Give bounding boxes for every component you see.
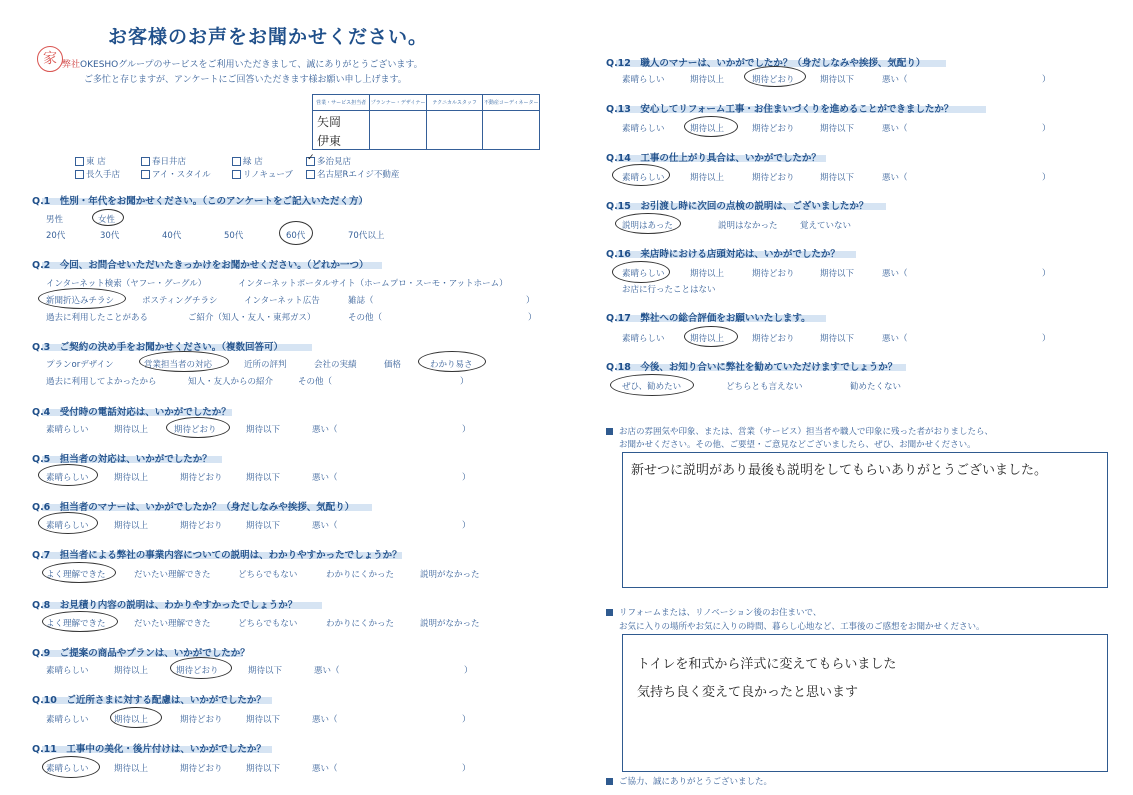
- staff-name-2: 伊東: [317, 134, 342, 148]
- comment1-prompt-1: お店の雰囲気や印象、または、営業（サービス）担当者や職人で印象に残った者がおりましたら、: [619, 427, 994, 437]
- option[interactable]: 説明はなかった: [718, 221, 778, 231]
- option[interactable]: わかりにくかった: [326, 619, 395, 629]
- answer-row: 素晴らしい 期待以上 期待どおり 期待以下 悪い（ ）: [46, 764, 471, 774]
- question-7: Q.7 担当者による弊社の事業内容についての説明は、わかりやすかったでしょうか？: [32, 550, 402, 561]
- option[interactable]: 覚えていない: [800, 221, 852, 231]
- option-selected[interactable]: 営業担当者の対応: [144, 360, 213, 370]
- question-12: Q.12 職人のマナーは、いかがでしたか？（身だしなみや挨拶、気配り）: [606, 58, 926, 69]
- selection-circle: [38, 464, 98, 486]
- option[interactable]: 期待以下: [820, 173, 855, 183]
- branch-checkbox[interactable]: [232, 170, 241, 179]
- branch-checkbox[interactable]: [306, 170, 315, 179]
- comment1-prompt-2: お聞かせください。その他、ご要望・ご意見などございましたら、ぜひ、お聞かせください。: [619, 440, 976, 450]
- question-15: Q.15 お引渡し時に次回の点検の説明は、ございましたか？: [606, 201, 869, 212]
- answer-row: 素晴らしい 期待以上 期待どおり 期待以下 悪い（ ）: [46, 666, 473, 676]
- option-selected[interactable]: ぜひ、勧めたい: [622, 382, 682, 392]
- selection-circle: [92, 209, 124, 226]
- answer-row: 素晴らしい 期待以上 期待どおり 期待以下 悪い（ ）: [46, 425, 471, 435]
- option[interactable]: 期待以上: [690, 75, 725, 85]
- selection-circle: [418, 351, 486, 372]
- option[interactable]: 説明がなかった: [420, 570, 480, 580]
- section-bullet-icon: [606, 609, 613, 616]
- option[interactable]: 期待どおり: [180, 473, 223, 483]
- intro-line-2: ご多忙と存じますが、アンケートにご回答いただきます様お願い申し上げます。: [84, 75, 407, 85]
- question-16: Q.16 来店時における店頭対応は、いかがでしたか？: [606, 249, 840, 260]
- option-selected[interactable]: 素晴らしい: [46, 473, 89, 483]
- branch-checkbox[interactable]: [75, 157, 84, 166]
- question-10: Q.10 ご近所さまに対する配慮は、いかがでしたか？: [32, 695, 266, 706]
- comment2-prompt-2: お気に入りの場所やお気に入りの時間、暮らし心地など、工事後のご感想をお聞かせください。: [619, 622, 985, 632]
- option[interactable]: 過去に利用したことがある: [46, 313, 149, 323]
- answer-row: 新聞折込みチラシ ポスティングチラシ インターネット広告 雑誌（ ）: [46, 296, 535, 306]
- branch-label: アイ・スタイル: [152, 170, 211, 180]
- branch-checkbox-checked[interactable]: ✓: [306, 157, 315, 166]
- option-selected[interactable]: 素晴らしい: [46, 521, 89, 531]
- option-selected[interactable]: 素晴らしい: [622, 173, 665, 183]
- answer-row: 素晴らしい 期待以上 期待どおり 期待以下 悪い（ ）: [622, 173, 1051, 183]
- branch-checkbox[interactable]: [141, 157, 150, 166]
- option[interactable]: 期待どおり: [180, 521, 223, 531]
- option[interactable]: 悪い（: [882, 334, 908, 344]
- option[interactable]: ポスティングチラシ: [142, 296, 218, 306]
- option[interactable]: 悪い（: [882, 124, 908, 134]
- selection-circle: [170, 657, 232, 679]
- option[interactable]: 期待以上: [690, 269, 725, 279]
- comment2-answer-line-2: 気持ち良く変えて良かったと思います: [637, 685, 859, 700]
- branch-checkbox[interactable]: [141, 170, 150, 179]
- option[interactable]: 40代: [162, 231, 182, 241]
- option[interactable]: インターネット検索（ヤフー・グーグル）: [46, 279, 207, 289]
- option-selected[interactable]: 素晴らしい: [622, 269, 665, 279]
- question-3: Q.3 ご契約の決め手をお聞かせください。（複数回答可）: [32, 342, 284, 353]
- survey-title: お客様のお声をお聞かせください。: [108, 26, 429, 48]
- selection-circle: [139, 351, 229, 372]
- option[interactable]: 素晴らしい: [622, 334, 665, 344]
- option-selected[interactable]: 期待以上: [690, 334, 725, 344]
- option-selected[interactable]: 説明はあった: [622, 221, 673, 231]
- option-selected[interactable]: 女性: [98, 215, 116, 225]
- option-selected[interactable]: 60代: [286, 231, 306, 241]
- option[interactable]: 男性: [46, 215, 64, 225]
- comment2-prompt-1: リフォームまたは、リノベーション後のお住まいで、: [619, 608, 822, 618]
- branch-label: 東 店: [86, 157, 106, 167]
- branch-label: 春日井店: [152, 157, 187, 167]
- option[interactable]: 悪い（: [314, 666, 340, 676]
- staff-sales-names: [313, 111, 370, 150]
- option[interactable]: 悪い（: [312, 521, 338, 531]
- selection-circle: [610, 374, 694, 396]
- option[interactable]: わかりにくかった: [326, 570, 395, 580]
- question-5: Q.5 担当者の対応は、いかがでしたか？: [32, 454, 212, 465]
- selection-circle: [38, 512, 98, 534]
- option[interactable]: どちらでもない: [238, 619, 298, 629]
- selection-circle: [612, 164, 670, 186]
- option[interactable]: 素晴らしい: [46, 425, 89, 435]
- option[interactable]: 期待以下: [820, 75, 855, 85]
- option[interactable]: 期待以下: [248, 666, 283, 676]
- option[interactable]: 期待どおり: [752, 269, 795, 279]
- question-8: Q.8 お見積り内容の説明は、わかりやすかったでしょうか？: [32, 600, 298, 611]
- option[interactable]: インターネットポータルサイト（ホームプロ・スーモ・アットホーム）: [238, 279, 508, 289]
- option[interactable]: 期待以上: [114, 764, 149, 774]
- answer-row: 素晴らしい 期待以上 期待どおり 期待以下 悪い（ ）: [46, 521, 471, 531]
- intro-brand: 弊社: [62, 60, 81, 70]
- option[interactable]: 期待以下: [246, 764, 281, 774]
- selection-circle: [110, 707, 162, 728]
- option[interactable]: だいたい理解できた: [134, 619, 211, 629]
- option-selected[interactable]: 期待どおり: [176, 666, 219, 676]
- option[interactable]: 20代: [46, 231, 66, 241]
- option[interactable]: 素晴らしい: [46, 715, 89, 725]
- option[interactable]: ご紹介（知人・友人・東邦ガス）: [188, 313, 316, 323]
- branch-checkbox[interactable]: [232, 157, 241, 166]
- option[interactable]: 近所の評判: [244, 360, 287, 370]
- option[interactable]: インターネット広告: [244, 296, 320, 306]
- option[interactable]: 悪い（: [312, 425, 338, 435]
- selection-circle: [42, 611, 118, 632]
- option[interactable]: 会社の実績: [314, 360, 357, 370]
- section-bullet-icon: [606, 778, 613, 785]
- option[interactable]: 期待以下: [820, 124, 855, 134]
- option[interactable]: 勧めたくない: [850, 382, 902, 392]
- option[interactable]: 期待以上: [114, 666, 149, 676]
- option[interactable]: 知人・友人からの紹介: [188, 377, 274, 387]
- answer-row: 素晴らしい 期待以上 期待どおり 期待以下 悪い（ ）: [46, 715, 471, 725]
- staff-header-planner: プランナー・デザイナー: [370, 95, 427, 111]
- option-selected[interactable]: よく理解できた: [46, 619, 106, 629]
- option[interactable]: どちらとも言えない: [726, 382, 803, 392]
- branch-row-2: [75, 168, 399, 180]
- option[interactable]: 期待どおり: [180, 715, 223, 725]
- answer-row: 過去に利用したことがある ご紹介（知人・友人・東邦ガス） その他（ ）: [46, 313, 537, 323]
- option[interactable]: 70代以上: [348, 231, 385, 241]
- selection-circle: [612, 261, 670, 283]
- option[interactable]: 期待どおり: [752, 124, 795, 134]
- answer-row: 素晴らしい 期待以上 期待どおり 期待以下 悪い（ ）: [622, 124, 1051, 134]
- question-1: Q.1 性別・年代をお聞かせください。（このアンケートをご記入いただく方）: [32, 196, 368, 207]
- answer-row: 過去に利用してよかったから 知人・友人からの紹介 その他（ ）: [46, 377, 469, 387]
- option[interactable]: 期待以下: [246, 473, 281, 483]
- question-13: Q.13 安心してリフォーム工事・お住まいづくりを進めることができましたか？: [606, 104, 954, 115]
- selection-circle: [279, 221, 313, 245]
- option-selected[interactable]: 期待以上: [690, 124, 725, 134]
- selection-circle: [38, 288, 126, 309]
- option[interactable]: 期待以上: [114, 521, 149, 531]
- question-6: Q.6 担当者のマナーは、いかがでしたか？（身だしなみや挨拶、気配り）: [32, 502, 355, 513]
- option[interactable]: 期待以下: [246, 521, 281, 531]
- option-selected[interactable]: わかり易さ: [430, 360, 473, 370]
- option[interactable]: 30代: [100, 231, 120, 241]
- branch-label: 緑 店: [243, 157, 263, 167]
- option[interactable]: 期待どおり: [752, 173, 795, 183]
- option-selected[interactable]: 期待どおり: [752, 75, 795, 85]
- answer-row: 素晴らしい 期待以上 期待どおり 期待以下 悪い（ ）: [622, 269, 1051, 279]
- option[interactable]: だいたい理解できた: [134, 570, 211, 580]
- option[interactable]: 期待どおり: [752, 334, 795, 344]
- option[interactable]: 悪い（: [882, 75, 908, 85]
- answer-row: [46, 277, 508, 289]
- staff-header-realestate: 不動産コーディネーター: [483, 95, 540, 111]
- answer-row: 素晴らしい 期待以上 期待どおり 期待以下 悪い（ ）: [46, 473, 471, 483]
- option[interactable]: その他（: [298, 377, 333, 387]
- section-bullet-icon: [606, 428, 613, 435]
- option[interactable]: 期待どおり: [180, 764, 223, 774]
- staff-header-sales: 営業・サービス担当者: [313, 95, 370, 111]
- option-selected[interactable]: 新聞折込みチラシ: [46, 296, 115, 306]
- staff-table: [312, 94, 540, 150]
- selection-circle: [744, 66, 806, 87]
- comment2-textarea[interactable]: [622, 634, 1108, 772]
- option-selected[interactable]: 期待以上: [114, 715, 149, 725]
- option[interactable]: 50代: [224, 231, 244, 241]
- comment1-textarea[interactable]: [622, 452, 1108, 588]
- option[interactable]: 素晴らしい: [622, 124, 665, 134]
- question-14: Q.14 工事の仕上がり具合は、いかがでしたか？: [606, 153, 821, 164]
- option[interactable]: 期待以上: [690, 173, 725, 183]
- option[interactable]: 悪い（: [312, 715, 338, 725]
- option[interactable]: 期待以下: [820, 269, 855, 279]
- comment1-answer: 新せつに説明があり最後も説明をしてもらいありがとうございました。: [631, 463, 1048, 478]
- staff-header-technical: テクニカルスタッフ: [426, 95, 483, 111]
- option[interactable]: 雑誌（: [348, 296, 374, 306]
- branch-row-1: [75, 155, 351, 167]
- option[interactable]: 素晴らしい: [46, 666, 89, 676]
- option[interactable]: 悪い（: [312, 764, 338, 774]
- selection-circle: [42, 756, 100, 778]
- option-selected[interactable]: 素晴らしい: [46, 764, 89, 774]
- company-logo: 家: [37, 46, 63, 72]
- selection-circle: [684, 116, 738, 137]
- option[interactable]: 価格: [384, 360, 402, 370]
- branch-label: 長久手店: [86, 170, 121, 180]
- option[interactable]: 素晴らしい: [622, 75, 665, 85]
- question-18: Q.18 今後、お知り合いに弊社を勧めていただけますでしょうか？: [606, 362, 898, 373]
- option[interactable]: 期待以上: [114, 473, 149, 483]
- option-selected[interactable]: 期待どおり: [174, 425, 217, 435]
- selection-circle: [684, 326, 738, 347]
- question-9: Q.9 ご提案の商品やプランは、いかがでしたか？: [32, 648, 250, 659]
- option[interactable]: どちらでもない: [238, 570, 298, 580]
- option[interactable]: プランorデザイン: [46, 360, 114, 370]
- option-selected[interactable]: よく理解できた: [46, 570, 106, 580]
- option[interactable]: 悪い（: [882, 173, 908, 183]
- branch-checkbox[interactable]: [75, 170, 84, 179]
- branch-label: 多治見店: [317, 157, 352, 167]
- option[interactable]: 期待以下: [246, 715, 281, 725]
- comment2-answer-line-1: トイレを和式から洋式に変えてもらいました: [637, 657, 897, 672]
- question-11: Q.11 工事中の美化・後片付けは、いかがでしたか？: [32, 744, 266, 755]
- option[interactable]: 悪い（: [312, 473, 338, 483]
- option[interactable]: 期待以上: [114, 425, 149, 435]
- intro-line-1: OKESHOグループのサービスをご利用いただきまして、誠にありがとうございます。: [80, 60, 423, 70]
- option[interactable]: 期待以下: [246, 425, 281, 435]
- question-17: Q.17 弊社への総合評価をお願いいたします。: [606, 313, 811, 324]
- option[interactable]: 期待以下: [820, 334, 855, 344]
- answer-row: 素晴らしい 期待以上 期待どおり 期待以下 悪い（ ）: [622, 334, 1051, 344]
- branch-label: リノキューブ: [243, 170, 293, 180]
- question-4: Q.4 受付時の電話対応は、いかがでしたか？: [32, 407, 231, 418]
- selection-circle: [615, 213, 681, 234]
- footer-thanks: ご協力、誠にありがとうございました。: [619, 777, 773, 787]
- answer-row: 素晴らしい 期待以上 期待どおり 期待以下 悪い（ ）: [622, 75, 1051, 85]
- staff-name-1: 矢岡: [317, 115, 342, 129]
- question-2: Q.2 今回、お問合せいただいたきっかけをお聞かせください。（どれか一つ）: [32, 260, 369, 271]
- selection-circle: [166, 417, 230, 438]
- option[interactable]: 悪い（: [882, 269, 908, 279]
- option[interactable]: 過去に利用してよかったから: [46, 377, 157, 387]
- selection-circle: [42, 562, 116, 583]
- answer-row: [46, 358, 473, 370]
- option[interactable]: その他（: [348, 313, 383, 323]
- option[interactable]: お店に行ったことはない: [622, 285, 716, 295]
- answer-row: [46, 229, 384, 241]
- option[interactable]: 説明がなかった: [420, 619, 480, 629]
- branch-label: 名古屋Rエイジ不動産: [317, 170, 400, 180]
